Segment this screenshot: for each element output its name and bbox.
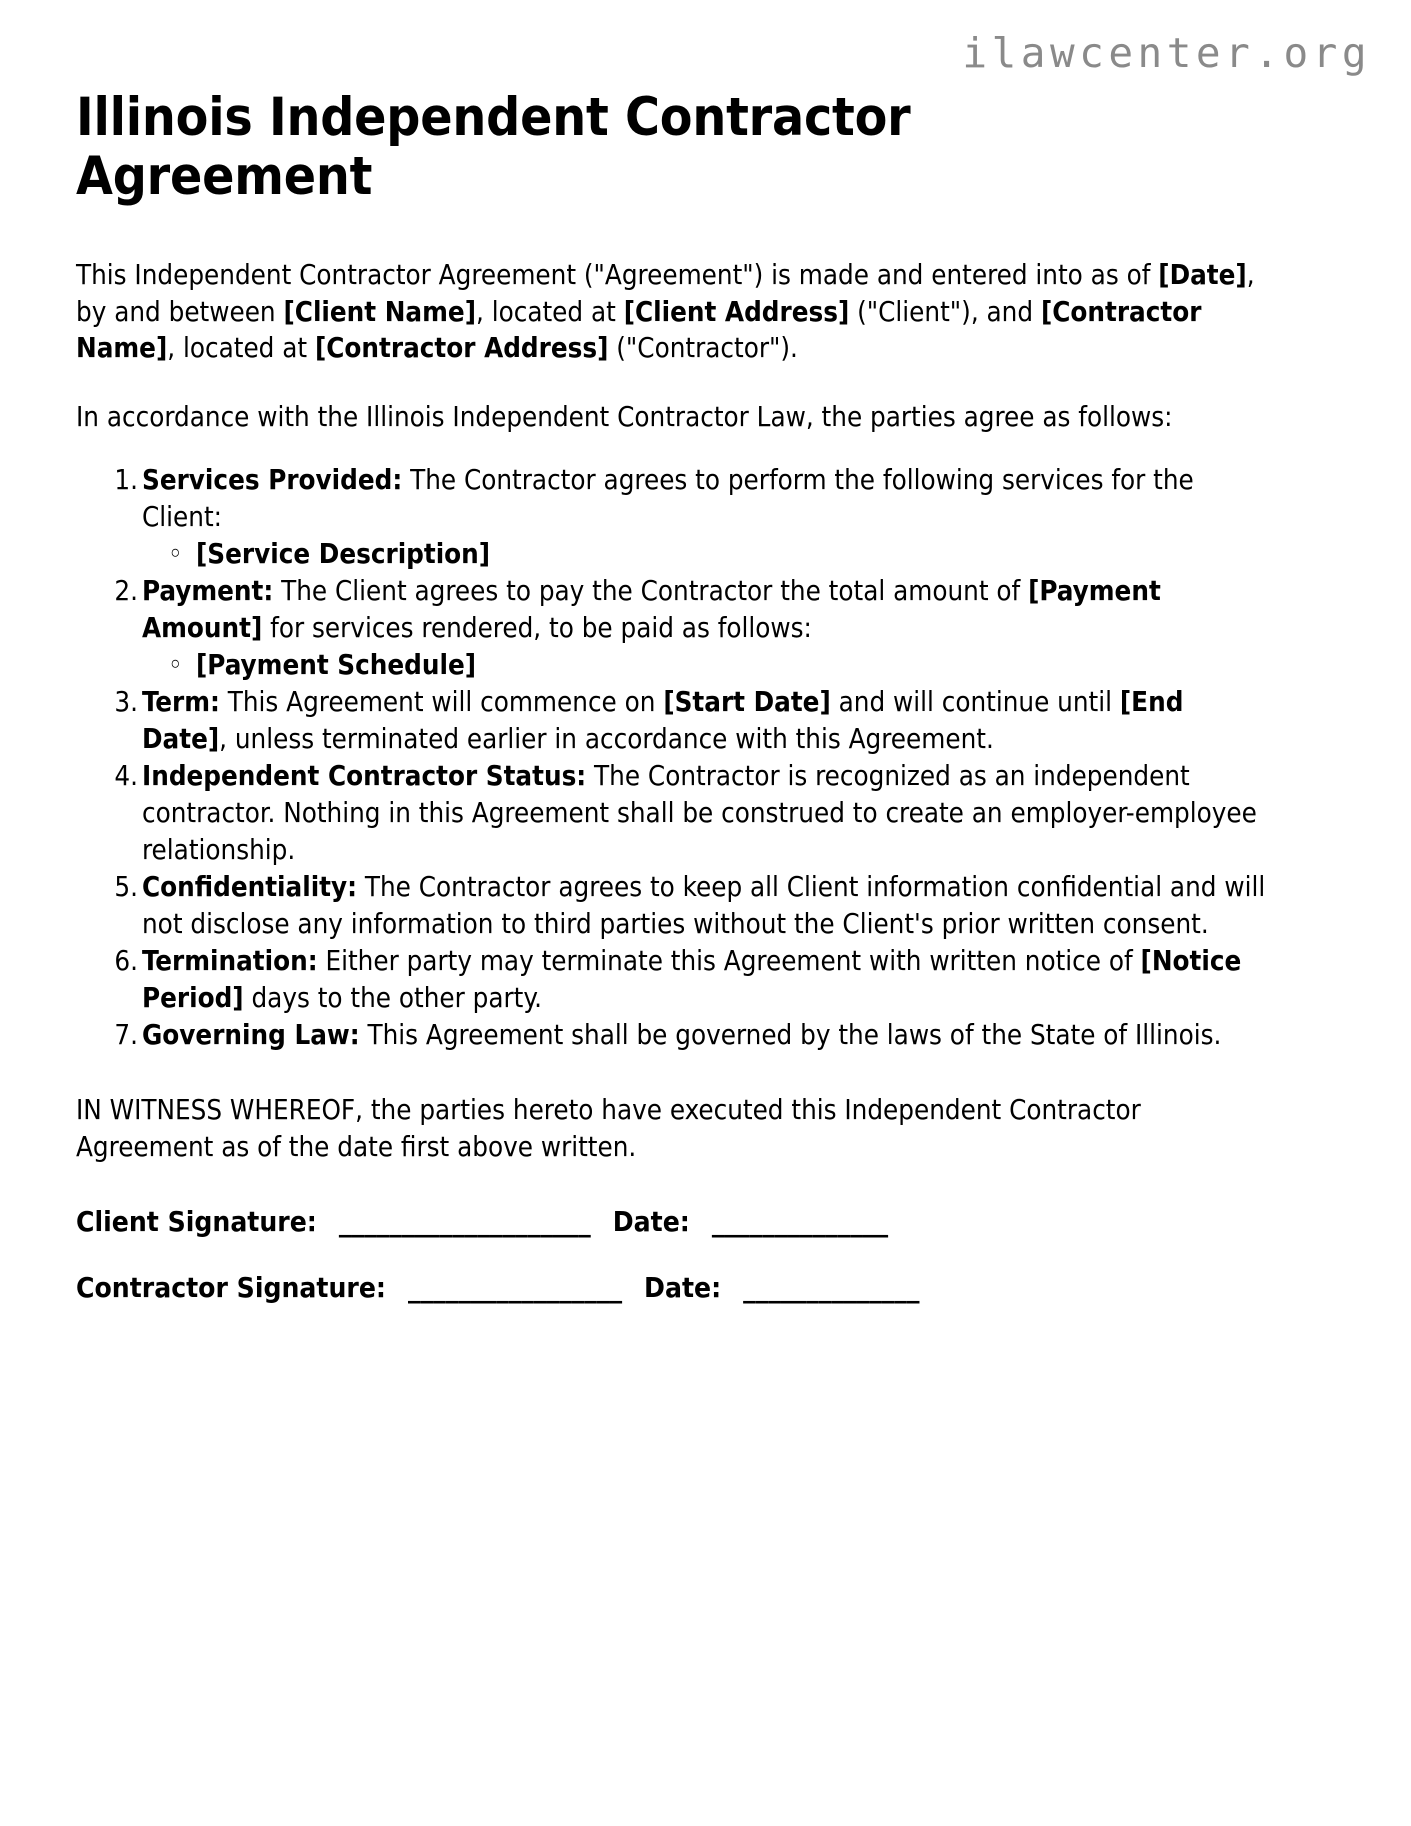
intro-text-1: This Independent Contractor Agreement ("Agreement") is made and entered into as of <box>76 258 1159 291</box>
site-watermark: ilawcenter.org <box>962 29 1371 77</box>
clause-heading: Governing Law: <box>142 1018 360 1051</box>
clause-item-governing-law <box>76 1017 1271 1054</box>
clause-item-payment <box>76 573 1271 684</box>
clause-body-post: days to the other party. <box>243 981 542 1014</box>
client-signature-label: Client Signature: <box>76 1204 317 1238</box>
clause-body-pre: This Agreement will commence on <box>219 686 664 718</box>
contractor-date-label: Date: <box>644 1270 722 1304</box>
clause-heading: Independent Contractor Status: <box>142 759 587 792</box>
client-signature-line <box>76 1204 1338 1240</box>
clause-list <box>76 436 1271 1054</box>
page-title: Illinois Independent Contractor Agreement <box>76 87 911 208</box>
placeholder-payment-amount: [Payment Amount] <box>142 575 1161 645</box>
placeholder-date: [Date] <box>1158 258 1247 291</box>
clause-item-services-provided <box>76 462 1271 573</box>
document-content <box>76 0 1338 1306</box>
clause-heading: Term: <box>142 686 220 718</box>
clause-heading: Services Provided: <box>142 464 403 497</box>
list-item: ◦ [Payment Schedule] <box>142 647 1271 684</box>
clause-item-confidentiality <box>76 869 1271 943</box>
clause-body-post: for services rendered, to be paid as follows: <box>262 612 812 645</box>
clause-item-term <box>76 684 1271 758</box>
clause-body: The Contractor agrees to perform the following services for the Client: <box>142 464 1194 534</box>
contractor-signature-line <box>76 1240 1338 1306</box>
clause-body-pre: The Client agrees to pay the Contractor the total amount of <box>273 575 1029 608</box>
placeholder-end-date: [End Date] <box>142 686 1184 755</box>
placeholder-notice-period: [Notice Period] <box>142 944 1242 1014</box>
placeholder-client-address: [Client Address] <box>623 295 850 328</box>
contractor-signature-label: Contractor Signature: <box>76 1270 386 1304</box>
clause-body-pre: Either party may terminate this Agreement with written notice of <box>317 944 1141 977</box>
clause-body-mid: and will continue until <box>830 686 1120 718</box>
contractor-date-field[interactable]: ______________ <box>743 1270 920 1304</box>
clause-body: The Contractor is recognized as an independent contractor. Nothing in this Agreement shall be construed to create an employer-employee relationship. <box>142 759 1257 866</box>
placeholder-client-name: [Client Name] <box>283 295 476 328</box>
intro-text-2: , by and between <box>76 258 1255 328</box>
intro-text-3: , located at <box>476 295 624 328</box>
clause-body: The Contractor agrees to keep all Client information confidential and will not disclose any information to third parties without the Client's prior written consent. <box>142 870 1266 940</box>
contractor-signature-field[interactable]: _________________ <box>407 1270 623 1304</box>
accordance-paragraph: In accordance with the Illinois Independent Contractor Law, the parties agree as follows: <box>76 401 1173 434</box>
intro-text-5: , located at <box>167 332 315 365</box>
clause-heading: Termination: <box>142 944 318 977</box>
intro-paragraph <box>76 207 1266 368</box>
client-date-label: Date: <box>612 1204 690 1238</box>
clause-subitem-list <box>142 647 1271 684</box>
clause-heading: Payment: <box>142 575 274 608</box>
clause-body-post: , unless terminated earlier in accordance with this Agreement. <box>219 722 994 755</box>
clause-body: This Agreement shall be governed by the laws of the State of Illinois. <box>359 1018 1222 1051</box>
client-date-field[interactable]: ______________ <box>711 1204 889 1238</box>
clause-item-termination <box>76 943 1271 1017</box>
witness-paragraph: IN WITNESS WHEREOF, the parties hereto have executed this Independent Contractor Agreement as of the date first above written. <box>76 1093 1141 1163</box>
list-item: ◦ [Service Description] <box>142 536 1271 573</box>
clause-heading: Confidentiality: <box>142 870 358 903</box>
placeholder-contractor-address: [Contractor Address] <box>314 332 609 365</box>
signature-block <box>76 1166 1338 1307</box>
intro-text-6: ("Contractor"). <box>608 332 798 365</box>
clause-item-independent-contractor-status <box>76 758 1271 869</box>
placeholder-start-date: [Start Date] <box>663 686 831 718</box>
clause-subitem-list <box>142 536 1271 573</box>
intro-text-4: ("Client"), and <box>849 295 1041 328</box>
client-signature-field[interactable]: ____________________ <box>338 1204 591 1238</box>
placeholder-contractor-name: [Contractor Name] <box>76 295 1202 365</box>
